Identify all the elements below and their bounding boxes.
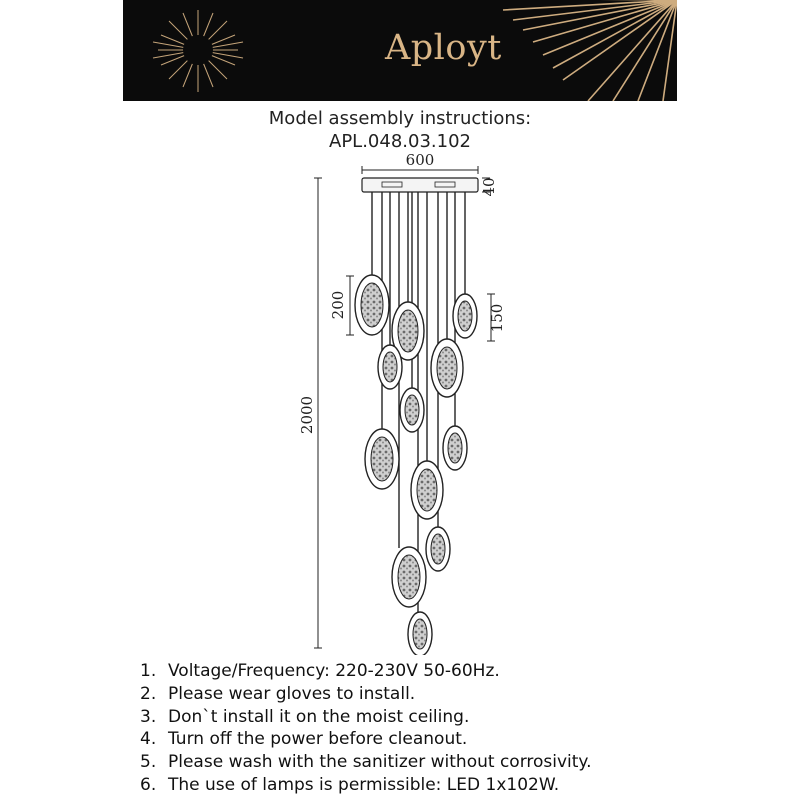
pendant-7 (365, 429, 399, 489)
instruction-item (140, 683, 591, 706)
page-title: Model assembly instructions: (268, 108, 532, 129)
pendant-12 (408, 612, 432, 655)
pendant-3 (453, 294, 477, 338)
instruction-number: 2. (140, 683, 157, 704)
instruction-list (140, 660, 591, 797)
instruction-number: 3. (140, 706, 157, 727)
large-pendant-label: 200 (329, 290, 347, 320)
instruction-number: 1. (140, 661, 157, 681)
canopy (362, 178, 478, 192)
instruction-number: 5. (140, 752, 157, 773)
instruction-text: The use of lamps is permissible: LED 1x102W. (168, 774, 560, 795)
width-dimension-label: 600 (405, 151, 435, 169)
instruction-text: Please wash with the sanitizer without corrosivity. (168, 752, 592, 773)
small-pendant-label: 150 (488, 303, 506, 333)
pendant-9 (411, 461, 443, 519)
pendant-10 (426, 527, 450, 571)
model-number: APL.048.03.102 (329, 131, 471, 152)
pendant-5 (431, 339, 463, 397)
instruction-item (140, 660, 591, 683)
instruction-number: 6. (140, 774, 157, 795)
instruction-text: Voltage/Frequency: 220-230V 50-60Hz. (168, 661, 500, 681)
total-height-label: 2000 (298, 395, 316, 435)
canopy-height-label: 40 (480, 177, 498, 197)
instruction-text: Please wear gloves to install. (168, 683, 416, 704)
pendant-6 (400, 388, 424, 432)
instruction-item (140, 751, 591, 774)
instruction-item (140, 706, 591, 729)
pendant-4 (378, 345, 402, 389)
brand-logo-text: Aployt (385, 28, 502, 68)
pendant-1 (355, 275, 389, 335)
instruction-text: Don`t install it on the moist ceiling. (168, 706, 470, 727)
pendant-8 (443, 426, 467, 470)
instruction-number: 4. (140, 729, 157, 750)
instruction-item (140, 774, 591, 797)
instruction-item (140, 728, 591, 751)
pendant-shades (355, 275, 477, 655)
instruction-text: Turn off the power before cleanout. (168, 729, 468, 750)
pendant-11 (392, 547, 426, 607)
